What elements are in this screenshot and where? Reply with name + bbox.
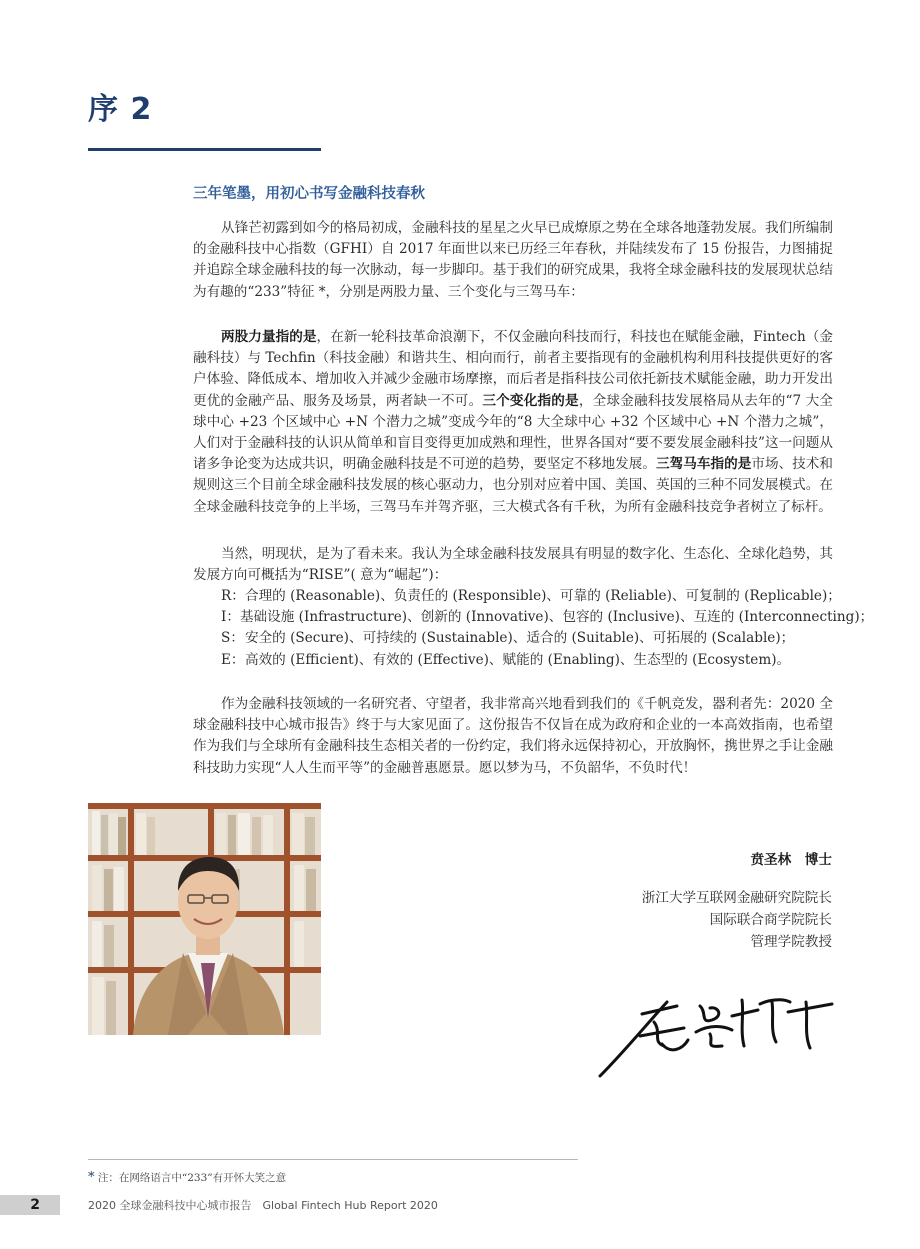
rise-item-s [221,628,841,649]
lead-three-changes: 三个变化指的是 [482,392,579,409]
rise-key: R： [221,588,245,604]
rise-text: 基础设施 (Infrastructure)、创新的 (Innovative)、包容的 (Inclusive)、互连的 (Interconnecting)； [239,609,874,626]
rise-item-i [221,607,874,628]
text-three-changes: ，全球金融科技发展格局从去年的“7 大全球中心 +23 个区域中心 +N 个潜力之城”变成今年的“8 大全球中心 +32 个区域中心 +N 个潜力之城”，人们对于金融科技的认识从简单和盲目变得更加成熟和理性，世界各国对“要不要发展金融科技”这一问题从诸多争论变为达成共识，明确金融科技是不可逆的趋势，要坚定不移地发展。 [193,392,834,473]
rise-key: E： [221,651,245,668]
footnote-star: * [88,1170,95,1185]
paragraph-intro [193,218,833,303]
rise-item-r [221,586,841,607]
author-portrait-photo [88,803,321,1035]
footnote-divider [88,1159,578,1160]
paragraph-233 [193,327,833,518]
rise-list [221,586,874,671]
rise-key: S： [221,630,244,647]
paragraph-intro-text: 从锋芒初露到如今的格局初成，金融科技的星星之火早已成燎原之势在全球各地蓬勃发展。我们所编制的金融科技中心指数（GFHI）自 2017 年面世以来已历经三年春秋，并陆续发布了 15 份报告，力图捕捉并追踪全球金融科技的每一次脉动，每一步脚印。基于我们的研究成果，我将全球金融科技的发展现状总结为有趣的“233”特征 *，分别是两股力量、三个变化与三驾马车： [193,220,833,300]
paragraph-closing [193,694,833,779]
paragraph-closing-text: 作为金融科技领域的一名研究者、守望者，我非常高兴地看到我们的《千帆竞发，器利者先：2020 全球金融科技中心城市报告》终于与大家见面了。这份报告不仅旨在成为政府和企业的一本高效指南，也希望作为我们与全球所有金融科技生态相关者的一份约定，我们将永远保持初心，开放胸怀，携世界之手让金融科技助力实现“人人生而平等”的金融普惠愿景。愿以梦为马，不负韶华，不负时代！ [193,696,833,776]
portrait-illustration [88,803,321,1035]
paragraph-rise-text: 当然，明现状，是为了看未来。我认为全球金融科技发展具有明显的数字化、生态化、全球化趋势，其发展方向可概括为“RISE”( 意为“崛起”)： [193,546,833,584]
paragraph-233-text [193,327,833,518]
page-number: 2 [0,1195,60,1215]
text-two-forces: ，在新一轮科技革命浪潮下，不仅金融向科技而行，科技也在赋能金融，Fintech（金融科技）与 Techfin（科技金融）和谐共生、相向而行，前者主要指现有的金融机构利用科技提供更好的客户体验、降低成本、增加收入并减少金融市场摩擦，而后者是指科技公司依托新技术赋能金融，助力开发出更优的金融产品、服务及场景，两者缺一不可。 [193,329,833,409]
running-title: 2020 全球金融科技中心城市报告 Global Fintech Hub Report 2020 [88,1199,438,1212]
text-troika: 市场、技术和规则这三个目前全球金融科技发展的核心驱动力，也分别对应着中国、美国、英国的三种不同发展模式。在全球金融科技竞争的上半场，三驾马车并驾齐驱，三大模式各有千秋，为所有金融科技竞争者树立了标杆。 [193,456,834,515]
rise-key: I： [221,609,240,626]
signer-role: 管理学院教授 [750,934,832,950]
rise-item-e [221,650,841,671]
paragraph-rise [193,544,833,586]
rise-text: 安全的 (Secure)、可持续的 (Sustainable)、适合的 (Suitable)、可拓展的 (Scalable)； [245,630,795,647]
footnote-text: 注：在网络语言中“233”有开怀大笑之意 [97,1172,287,1184]
rise-text: 合理的 (Reasonable)、负责任的 (Responsible)、可靠的 (Reliable)、可复制的 (Replicable)； [245,588,841,604]
signer-role: 浙江大学互联网金融研究院院长 [641,890,832,906]
lead-troika: 三驾马车指的是 [656,456,752,473]
section-subtitle: 三年笔墨，用初心书写金融科技春秋 [193,185,425,202]
rise-text: 高效的 (Efficient)、有效的 (Effective)、赋能的 (Enabling)、生态型的 (Ecosystem)。 [245,651,791,668]
signer-name: 贲圣林 博士 [750,852,832,868]
title-underline [88,148,321,151]
handwritten-signature [592,984,842,1084]
page-title: 序 2 [88,92,153,127]
lead-two-forces: 两股力量指的是 [221,329,317,345]
footnote [88,1170,286,1185]
signer-role: 国际联合商学院院长 [709,912,832,928]
